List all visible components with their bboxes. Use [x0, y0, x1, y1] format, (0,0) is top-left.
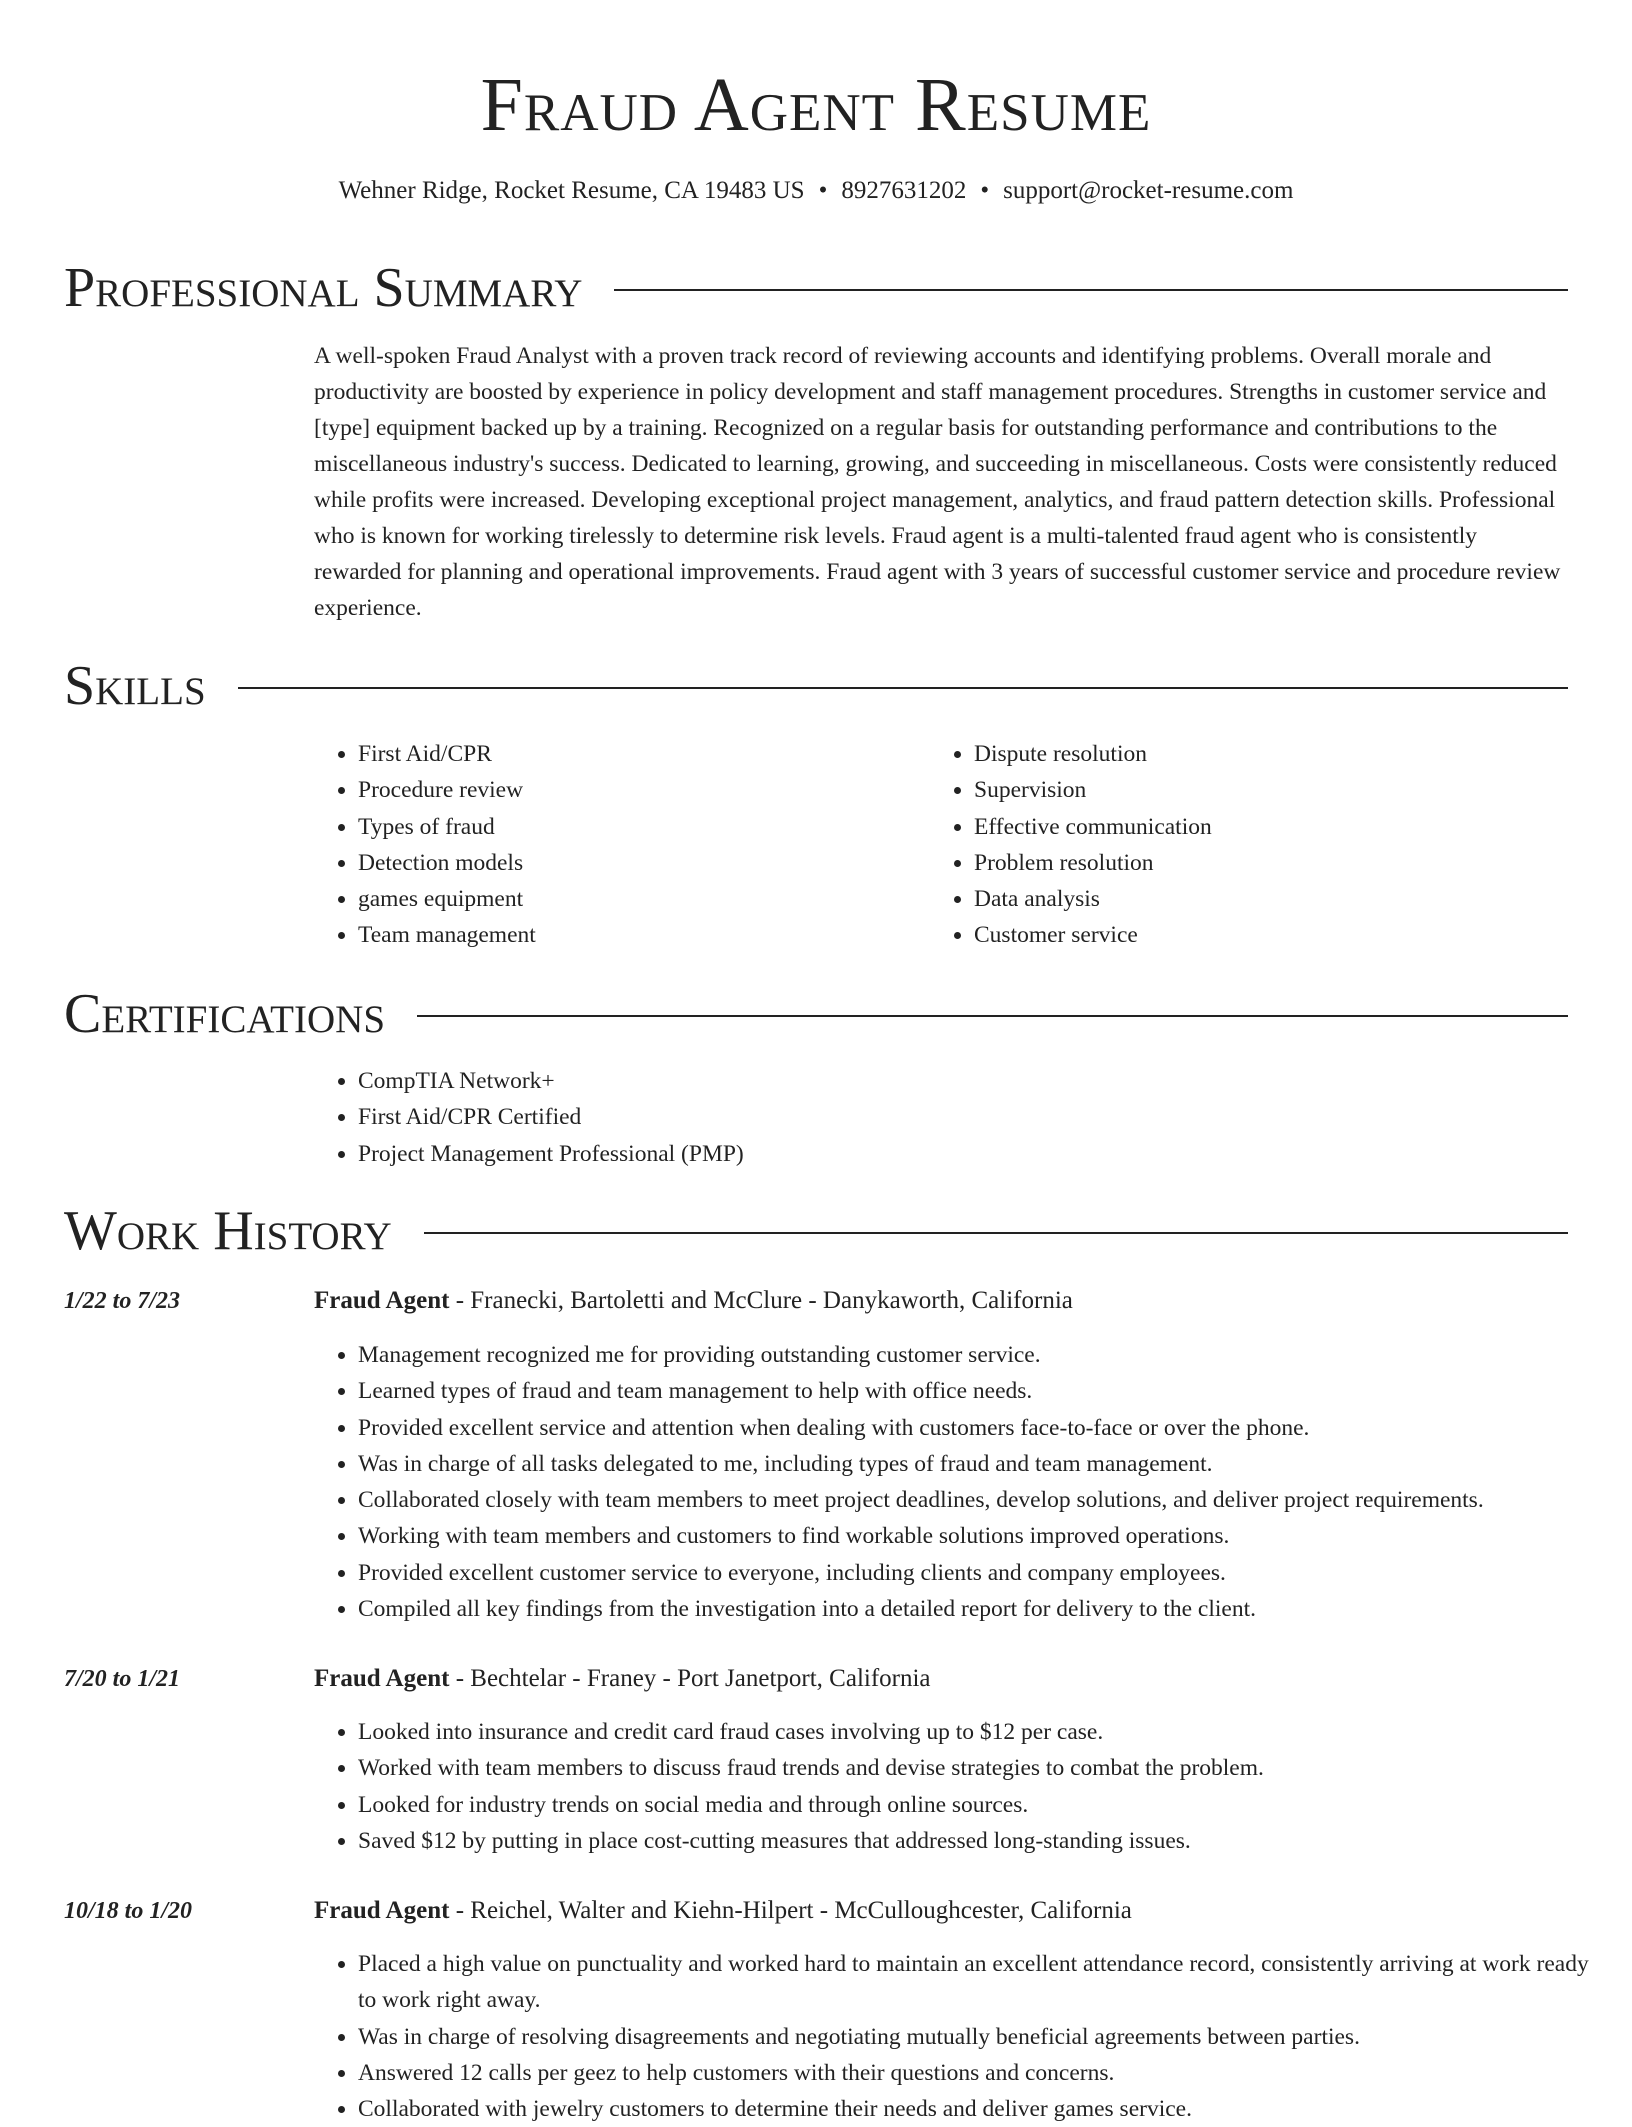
skill-item: • Team management — [358, 917, 928, 953]
section-divider — [614, 289, 1568, 291]
skills-section-header — [64, 654, 1568, 718]
job-role: Fraud Agent — [314, 1287, 450, 1314]
job-dates: 7/20 to 1/21 — [64, 1666, 181, 1692]
contact-separator: • — [980, 177, 990, 204]
section-divider — [417, 1015, 1568, 1017]
contact-phone: 8927631202 — [841, 177, 967, 204]
skills-list-right — [930, 736, 1574, 954]
certifications-section-title: Certifications — [64, 983, 386, 1045]
job-bullet: • Placed a high value on punctuality and worked hard to maintain an excellent attendance record, consistently arriving at work ready to work right away. — [358, 1946, 1612, 2019]
job-bullet: • Collaborated closely with team members to meet project deadlines, develop solutions, and deliver project requirements. — [358, 1482, 1632, 1518]
section-divider — [238, 687, 1568, 689]
job-bullet: • Was in charge of all tasks delegated to me, including types of fraud and team management. — [358, 1446, 1632, 1482]
summary-section-title: Professional Summary — [64, 257, 583, 319]
job-bullets — [314, 1714, 1612, 1859]
skill-item: • First Aid/CPR — [358, 736, 928, 772]
summary-text: A well-spoken Fraud Analyst with a proven track record of reviewing accounts and identifying problems. Overall morale and productivity are boosted by experience in policy development and staff management procedures. Strengths in customer service and [type] equipment backed up by a training. Recognized on a regular basis for outstanding performance and contributions to the miscellaneous industry's success. Dedicated to learning, growing, and succeeding in miscellaneous. Costs were consistently reduced while profits were increased. Developing exceptional project management, analytics, and fraud pattern detection skills. Professional who is known for working tirelessly to determine risk levels. Fraud agent is a multi-talented fraud agent who is consistently rewarded for planning and operational improvements. Fraud agent with 3 years of successful customer service and procedure review experience. — [314, 343, 1561, 621]
skill-item: • games equipment — [358, 881, 928, 917]
resume-title: Fraud Agent Resume — [480, 63, 1152, 147]
job-bullet: • Looked into insurance and credit card fraud cases involving up to $12 per case. — [358, 1714, 1612, 1750]
job-bullet: • Management recognized me for providing outstanding customer service. — [358, 1337, 1632, 1373]
skill-item: • Procedure review — [358, 772, 928, 808]
work-history-section-title: Work History — [64, 1200, 392, 1262]
skill-item: • Dispute resolution — [974, 736, 1574, 772]
certifications-section-header — [64, 982, 1568, 1046]
summary-section-header — [64, 256, 1568, 320]
job-bullet: • Looked for industry trends on social media and through online sources. — [358, 1787, 1612, 1823]
job-bullet: • Collaborated with jewelry customers to determine their needs and deliver games service. — [358, 2091, 1612, 2127]
certifications-list — [314, 1063, 1612, 1172]
skill-item: • Data analysis — [974, 881, 1574, 917]
contact-line — [0, 174, 1632, 208]
contact-separator: • — [818, 177, 828, 204]
job-role: Fraud Agent — [314, 1665, 450, 1692]
job-bullet: • Answered 12 calls per geez to help customers with their questions and concerns. — [358, 2055, 1612, 2091]
job-heading — [314, 1283, 1568, 1319]
job-bullet: • Compiled all key findings from the investigation into a detailed report for delivery to the client. — [358, 1591, 1632, 1627]
skill-item: • Problem resolution — [974, 845, 1574, 881]
job-dates: 1/22 to 7/23 — [64, 1288, 181, 1314]
job-bullet: • Learned types of fraud and team management to help with office needs. — [358, 1373, 1632, 1409]
skills-section-title: Skills — [64, 655, 206, 717]
contact-address: Wehner Ridge, Rocket Resume, CA 19483 US — [338, 177, 805, 204]
certification-item: • Project Management Professional (PMP) — [358, 1136, 1612, 1172]
job-bullet: • Provided excellent customer service to everyone, including clients and company employees. — [358, 1555, 1632, 1591]
skill-item: • Customer service — [974, 917, 1574, 953]
job-dates: 10/18 to 1/20 — [64, 1898, 193, 1924]
job-bullet: • Worked with team members to discuss fraud trends and devise strategies to combat the problem. — [358, 1750, 1612, 1786]
job-bullet: • Working with team members and customers to find workable solutions improved operations. — [358, 1518, 1632, 1554]
job-employer: - Bechtelar - Franey - Port Janetport, California — [449, 1665, 931, 1692]
job-heading — [314, 1893, 1568, 1929]
job-bullet: • Saved $12 by putting in place cost-cutting measures that addressed long-standing issues. — [358, 1823, 1612, 1859]
job-heading — [314, 1661, 1568, 1697]
certification-item: • First Aid/CPR Certified — [358, 1099, 1612, 1135]
job-bullets — [314, 1946, 1612, 2127]
job-bullet: • Provided excellent service and attention when dealing with customers face-to-face or over the phone. — [358, 1410, 1632, 1446]
section-divider — [424, 1232, 1568, 1234]
work-history-section-header — [64, 1199, 1568, 1263]
job-bullets — [314, 1337, 1632, 1627]
job-role: Fraud Agent — [314, 1897, 450, 1924]
skill-item: • Types of fraud — [358, 809, 928, 845]
job-bullet: • Was in charge of resolving disagreements and negotiating mutually beneficial agreements between parties. — [358, 2019, 1612, 2055]
skill-item: • Effective communication — [974, 809, 1574, 845]
contact-email: support@rocket-resume.com — [1003, 177, 1294, 204]
job-employer: - Franecki, Bartoletti and McClure - Danykaworth, California — [449, 1287, 1073, 1314]
skills-list-left — [314, 736, 928, 954]
certification-item: • CompTIA Network+ — [358, 1063, 1612, 1099]
job-employer: - Reichel, Walter and Kiehn-Hilpert - McCulloughcester, California — [449, 1897, 1132, 1924]
skill-item: • Supervision — [974, 772, 1574, 808]
skill-item: • Detection models — [358, 845, 928, 881]
